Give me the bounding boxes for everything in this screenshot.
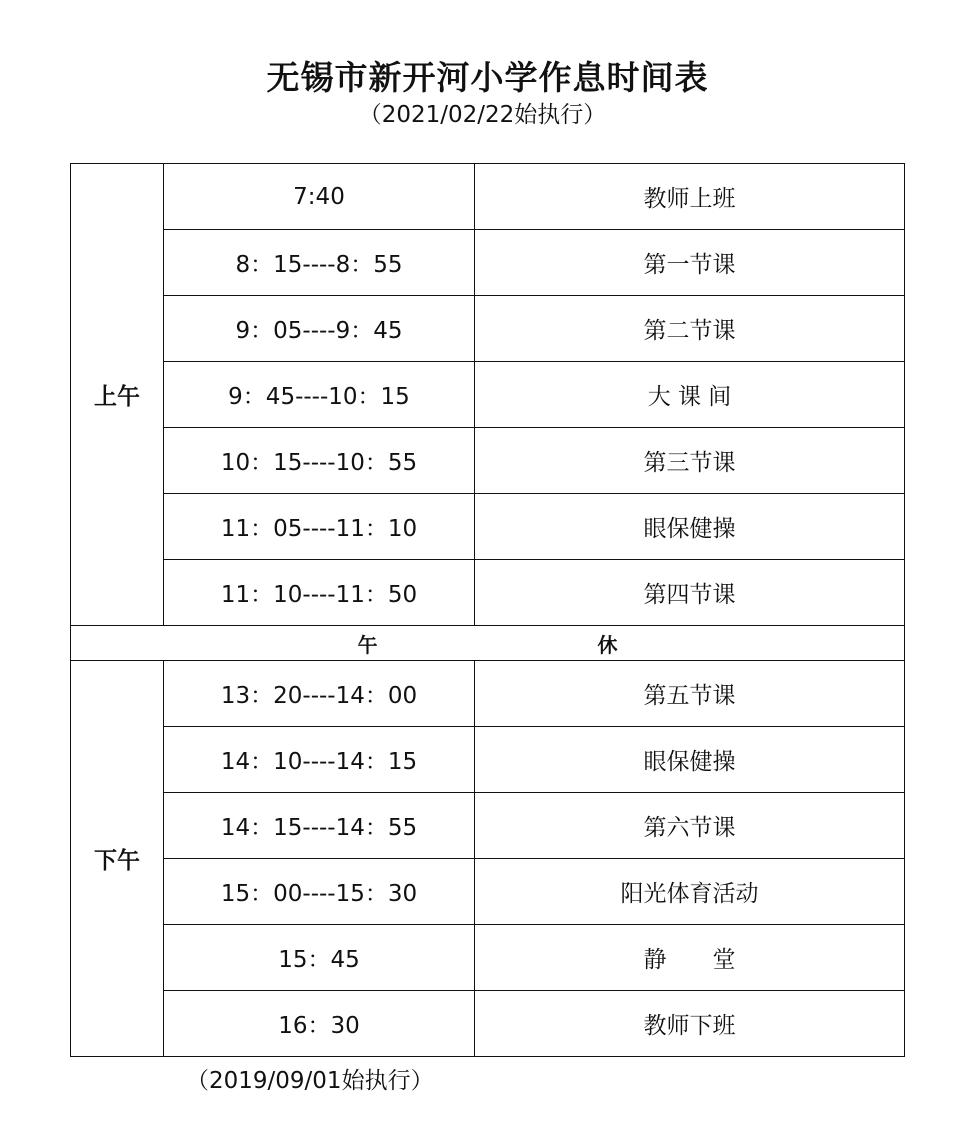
activity-cell: 第六节课 [475,793,905,859]
time-cell: 8：15----8：55 [164,230,475,296]
activity-cell: 教师下班 [475,991,905,1057]
activity-cell: 阳光体育活动 [475,859,905,925]
table-row [71,859,905,925]
time-cell: 10：15----10：55 [164,428,475,494]
time-cell: 13：20----14：00 [164,661,475,727]
noon-break-cell [71,626,905,661]
activity-cell: 第一节课 [475,230,905,296]
time-cell: 14：15----14：55 [164,793,475,859]
table-row [71,793,905,859]
activity-cell: 大 课 间 [475,362,905,428]
effective-date: （2021/02/22始执行） [358,102,607,128]
activity-cell: 静 堂 [475,925,905,991]
table-row [71,494,905,560]
table-row [71,362,905,428]
table-row [71,560,905,626]
time-cell: 16：30 [164,991,475,1057]
time-cell: 14：10----14：15 [164,727,475,793]
page-title: 无锡市新开河小学作息时间表 [266,58,709,97]
table-row [71,727,905,793]
schedule-table [70,163,905,1057]
time-cell: 7:40 [164,164,475,230]
table-row [71,991,905,1057]
activity-cell: 教师上班 [475,164,905,230]
table-row [71,428,905,494]
time-cell: 9：05----9：45 [164,296,475,362]
noon-break-row [71,626,905,661]
footnote: （2019/09/01始执行） [186,1068,434,1094]
activity-cell: 第四节课 [475,560,905,626]
afternoon-label: 下午 [71,661,164,1057]
noon-break-text-1: 午 [357,632,378,657]
time-cell: 11：05----11：10 [164,494,475,560]
time-cell: 15：00----15：30 [164,859,475,925]
table-row [71,925,905,991]
time-cell: 11：10----11：50 [164,560,475,626]
noon-break-text-2: 休 [597,632,618,657]
table-row [71,164,905,230]
time-cell: 15：45 [164,925,475,991]
morning-label: 上午 [71,164,164,626]
activity-cell: 第二节课 [475,296,905,362]
time-cell: 9：45----10：15 [164,362,475,428]
table-row [71,661,905,727]
activity-cell: 眼保健操 [475,727,905,793]
activity-cell: 眼保健操 [475,494,905,560]
table-row [71,230,905,296]
table-row [71,296,905,362]
activity-cell: 第五节课 [475,661,905,727]
activity-cell: 第三节课 [475,428,905,494]
